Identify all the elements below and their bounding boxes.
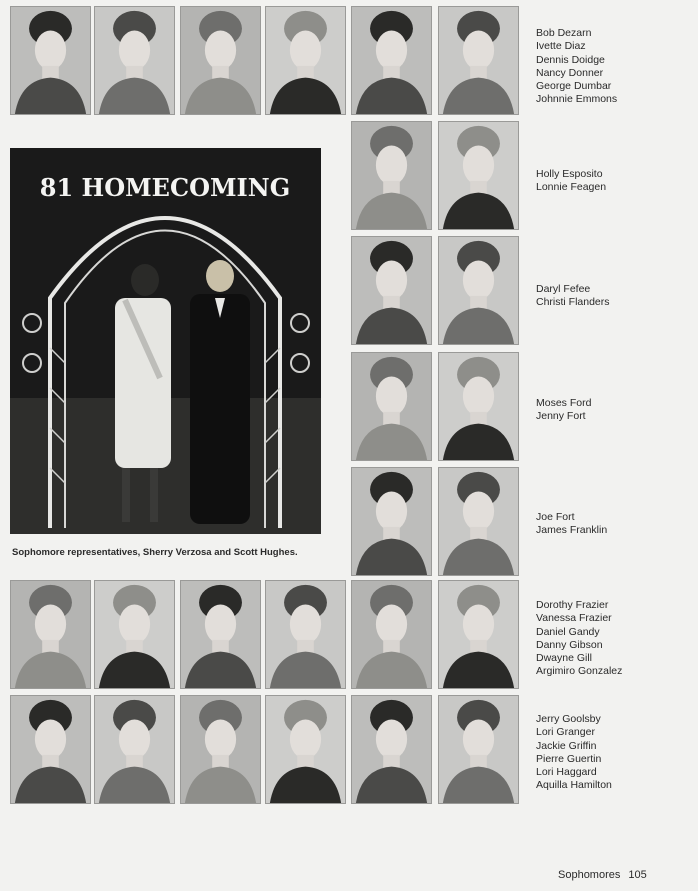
names-group-ford-fort (536, 397, 591, 424)
portrait-ivette-diaz (94, 6, 175, 115)
homecoming-arch-illustration (10, 148, 321, 534)
student-name: Argimiro Gonzalez (536, 665, 623, 678)
student-name: Dennis Doidge (536, 53, 605, 66)
portrait-silhouette (95, 581, 174, 688)
portrait-george-dumbar (351, 6, 432, 115)
arch-lettering: 81 HOMECOMING (39, 173, 291, 202)
student-name: James Franklin (536, 524, 608, 537)
portrait-silhouette (95, 7, 174, 114)
portrait-silhouette (266, 581, 345, 688)
portrait-silhouette (181, 581, 260, 688)
portrait-bob-dezarn (10, 6, 91, 115)
portrait-silhouette (352, 122, 431, 229)
portrait-johnnie-emmons (438, 6, 519, 115)
student-name: Moses Ford (536, 397, 592, 409)
student-name: Lori Haggard (536, 766, 597, 779)
photo-caption: Sophomore representatives, Sherry Verzosa and Scott Hughes. (12, 547, 298, 558)
portrait-jenny-fort (438, 352, 519, 461)
portrait-silhouette (352, 7, 431, 114)
portrait-daniel-gandy (180, 580, 261, 689)
portrait-silhouette (352, 581, 431, 688)
portrait-joe-fort (351, 467, 432, 576)
portrait-silhouette (352, 696, 431, 803)
portrait-silhouette (439, 581, 518, 688)
names-group-dezarn-emmons (536, 27, 617, 107)
page-number: 105 (628, 869, 647, 881)
student-name: Dorothy Frazier (536, 599, 609, 611)
portrait-lori-granger (94, 695, 175, 804)
names-group-frazier-gonzalez (536, 599, 622, 679)
portrait-vanessa-frazier (94, 580, 175, 689)
portrait-james-franklin (438, 467, 519, 576)
student-name: Joe Fort (536, 511, 575, 523)
student-name: Holly Esposito (536, 168, 603, 180)
student-name: Jerry Goolsby (536, 713, 601, 725)
student-name: Nancy Donner (536, 66, 604, 79)
student-name: Lonnie Feagen (536, 181, 607, 194)
portrait-lori-haggard (351, 695, 432, 804)
portrait-silhouette (181, 7, 260, 114)
portrait-silhouette (11, 581, 90, 688)
portrait-silhouette (439, 7, 518, 114)
page-footer (558, 869, 655, 881)
student-name: Johnnie Emmons (536, 93, 618, 106)
portrait-jackie-griffin (180, 695, 261, 804)
portrait-jerry-goolsby (10, 695, 91, 804)
portrait-silhouette (352, 237, 431, 344)
student-name: Vanessa Frazier (536, 612, 612, 625)
student-name: Bob Dezarn (536, 27, 592, 39)
portrait-lonnie-feagen (438, 121, 519, 230)
portrait-silhouette (352, 353, 431, 460)
portrait-moses-ford (351, 352, 432, 461)
student-name: Christi Flanders (536, 296, 610, 309)
student-name: George Dumbar (536, 80, 612, 93)
student-name: Dwayne Gill (536, 652, 593, 665)
student-name: Jackie Griffin (536, 739, 597, 752)
student-name: Danny Gibson (536, 638, 603, 651)
portrait-daryl-fefee (351, 236, 432, 345)
portrait-silhouette (181, 696, 260, 803)
portrait-silhouette (11, 696, 90, 803)
portrait-dwayne-gill (351, 580, 432, 689)
section-title: Sophomores (558, 869, 621, 881)
portrait-danny-gibson (265, 580, 346, 689)
portrait-christi-flanders (438, 236, 519, 345)
student-name: Ivette Diaz (536, 40, 586, 53)
student-name: Daniel Gandy (536, 625, 600, 638)
portrait-silhouette (95, 696, 174, 803)
portrait-aquilla-hamilton (438, 695, 519, 804)
portrait-silhouette (439, 237, 518, 344)
student-name: Aquilla Hamilton (536, 779, 612, 792)
portrait-silhouette (266, 696, 345, 803)
student-name: Daryl Fefee (536, 283, 591, 295)
portrait-nancy-donner (265, 6, 346, 115)
portrait-silhouette (439, 468, 518, 575)
portrait-holly-esposito (351, 121, 432, 230)
portrait-argimiro-gonzalez (438, 580, 519, 689)
names-group-fefee-flanders (536, 283, 610, 310)
names-group-goolsby-hamilton (536, 713, 612, 793)
portrait-silhouette (439, 696, 518, 803)
student-name: Pierre Guertin (536, 752, 602, 765)
portrait-dorothy-frazier (10, 580, 91, 689)
names-group-esposito-feagen (536, 168, 606, 195)
names-group-fort-franklin (536, 511, 607, 538)
portrait-silhouette (352, 468, 431, 575)
student-name: Lori Granger (536, 726, 595, 739)
student-name: Jenny Fort (536, 410, 586, 423)
portrait-silhouette (266, 7, 345, 114)
portrait-pierre-guertin (265, 695, 346, 804)
homecoming-photo (10, 148, 321, 534)
portrait-silhouette (11, 7, 90, 114)
portrait-silhouette (439, 353, 518, 460)
portrait-dennis-doidge (180, 6, 261, 115)
portrait-silhouette (439, 122, 518, 229)
